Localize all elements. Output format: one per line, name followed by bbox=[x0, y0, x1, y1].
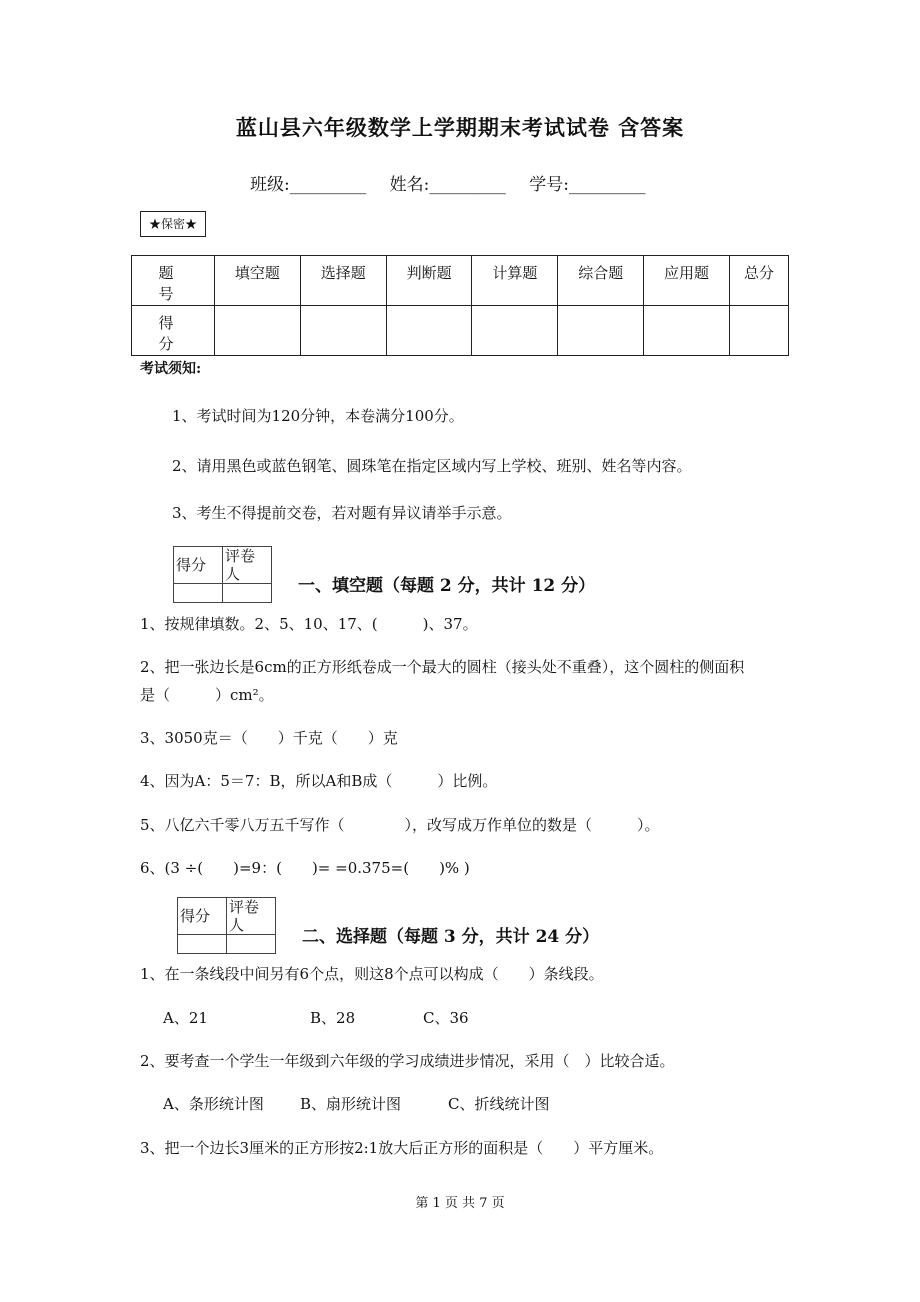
question-item: 3、3050克＝（ ）千克（ ）克 bbox=[140, 729, 398, 747]
grader-reviewer-label: 评卷人 bbox=[227, 898, 276, 935]
option-c: C、36 bbox=[423, 1009, 469, 1027]
question-item: 1、在一条线段中间另有6个点，则这8个点可以构成（ ）条线段。 bbox=[140, 965, 604, 983]
option-a: A、21 bbox=[163, 1009, 208, 1027]
option-a: A、条形统计图 bbox=[163, 1095, 264, 1113]
grader-score-cell[interactable] bbox=[174, 584, 223, 603]
score-table bbox=[131, 255, 789, 356]
grader-score-label: 得分 bbox=[178, 898, 227, 935]
score-cell[interactable] bbox=[300, 306, 386, 356]
score-table-header-cell: 综合题 bbox=[558, 256, 644, 306]
student-id-field: 学号:_________ bbox=[529, 175, 646, 195]
score-cell[interactable] bbox=[215, 306, 301, 356]
question-item: 4、因为A：5＝7：B，所以A和B成（ ）比例。 bbox=[140, 772, 498, 790]
score-table-header-cell: 填空题 bbox=[215, 256, 301, 306]
grader-reviewer-cell[interactable] bbox=[227, 935, 276, 954]
grader-score-cell[interactable] bbox=[178, 935, 227, 954]
question-item: 2、把一张边长是6cm的正方形纸卷成一个最大的圆柱（接头处不重叠），这个圆柱的侧面积 bbox=[140, 658, 745, 676]
score-table-header-cell: 计算题 bbox=[472, 256, 558, 306]
grader-reviewer-cell[interactable] bbox=[223, 584, 272, 603]
page-footer: 第 1 页 共 7 页 bbox=[415, 1196, 505, 1211]
option-b: B、扇形统计图 bbox=[300, 1095, 402, 1113]
question-item: 3、把一个边长3厘米的正方形按2:1放大后正方形的面积是（ ）平方厘米。 bbox=[140, 1139, 664, 1157]
question-item: 2、要考查一个学生一年级到六年级的学习成绩进步情况，采用（ ）比较合适。 bbox=[140, 1052, 675, 1070]
notice-rule: 3、考生不得提前交卷，若对题有异议请举手示意。 bbox=[172, 504, 512, 522]
student-info bbox=[250, 170, 664, 195]
notice-heading: 考试须知: bbox=[140, 361, 202, 377]
score-cell[interactable] bbox=[558, 306, 644, 356]
grader-box bbox=[173, 546, 272, 603]
question-item: 5、八亿六千零八万五千写作（ ），改写成万作单位的数是（ ）。 bbox=[140, 816, 660, 834]
grader-score-label: 得分 bbox=[174, 547, 223, 584]
grader-reviewer-label: 评卷人 bbox=[223, 547, 272, 584]
section1-heading: 一、填空题（每题 2 分，共计 12 分） bbox=[298, 576, 596, 596]
score-cell[interactable] bbox=[472, 306, 558, 356]
score-cell[interactable] bbox=[729, 306, 788, 356]
score-table-header-row bbox=[132, 256, 789, 306]
class-field: 班级:_________ bbox=[250, 175, 367, 195]
grader-box bbox=[177, 897, 276, 954]
document-title: 蓝山县六年级数学上学期期末考试试卷 含答案 bbox=[235, 115, 685, 140]
score-cell[interactable] bbox=[644, 306, 730, 356]
score-table-header-cell: 判断题 bbox=[386, 256, 472, 306]
section2-heading: 二、选择题（每题 3 分，共计 24 分） bbox=[302, 927, 600, 947]
score-table-header-cell: 应用题 bbox=[644, 256, 730, 306]
name-field: 姓名:_________ bbox=[389, 175, 506, 195]
score-table-header-cell: 总分 bbox=[729, 256, 788, 306]
option-b: B、28 bbox=[310, 1009, 356, 1027]
confidential-badge: ★保密★ bbox=[140, 211, 206, 237]
score-cell[interactable] bbox=[386, 306, 472, 356]
option-c: C、折线统计图 bbox=[448, 1095, 550, 1113]
score-table-score-row bbox=[132, 306, 789, 356]
question-item: 6、(3 ÷( )=9：( )= =0.375=( )% ) bbox=[140, 859, 470, 877]
notice-rule: 1、考试时间为120分钟，本卷满分100分。 bbox=[172, 407, 464, 425]
question-item: 是（ ）cm²。 bbox=[140, 686, 274, 704]
question-item: 1、按规律填数。2、5、10、17、( )、37。 bbox=[140, 615, 478, 633]
notice-rule: 2、请用黑色或蓝色钢笔、圆珠笔在指定区域内写上学校、班别、姓名等内容。 bbox=[172, 457, 692, 475]
score-table-header-cell: 题 号 bbox=[132, 256, 215, 306]
score-row-label: 得 分 bbox=[132, 306, 215, 356]
score-table-header-cell: 选择题 bbox=[300, 256, 386, 306]
